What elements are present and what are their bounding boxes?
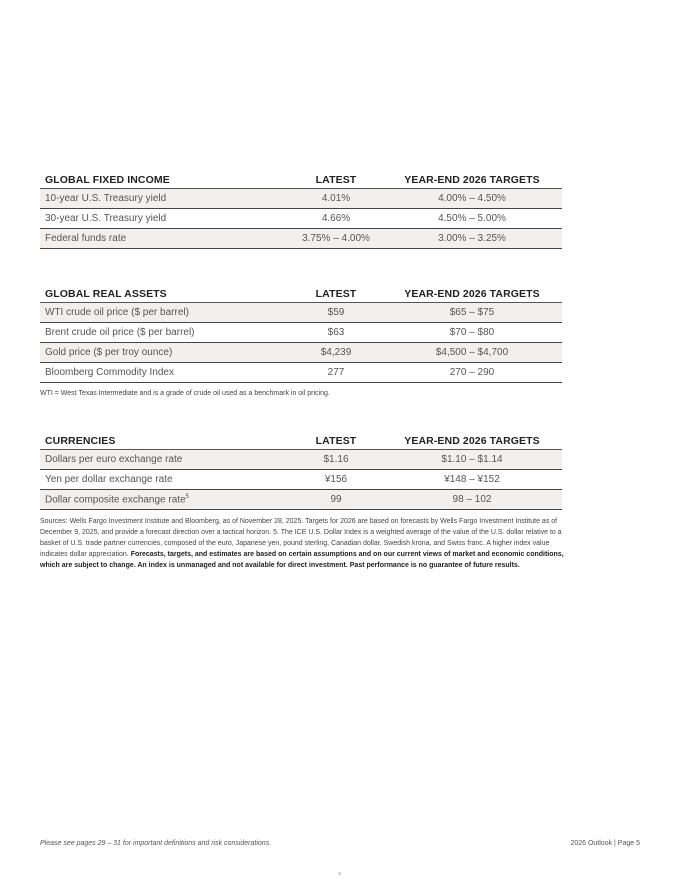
latest-value: 277 — [290, 363, 382, 383]
target-value: $4,500 – $4,700 — [382, 343, 562, 363]
footnote-mark: 5 — [185, 493, 189, 500]
table-row — [40, 189, 562, 209]
sources-text: Sources: Wells Fargo Investment Institute and Bloomberg, as of November 28, 2025. Targets for 2026 are based on forecasts by Wells Fargo Investment Institute as of December 9, 2025, and provide a forecast direction over a tactical horizon. 5. The ICE U.S. Dollar Index is a weighted average of the value of the U.S. dollar relative to a basket of U.S. trade partner currencies, composed of the euro, Japanese yen, pound sterling, Canadian dollar, Swedish krona, and Swiss franc. A higher index value indicates dollar appreciation. — [40, 518, 562, 558]
latest-value: 4.01% — [290, 189, 382, 209]
column-header: YEAR-END 2026 TARGETS — [382, 427, 562, 450]
latest-value: $1.16 — [290, 450, 382, 470]
table-header — [40, 427, 562, 450]
table-row — [40, 470, 562, 490]
target-value: 270 – 290 — [382, 363, 562, 383]
column-header: LATEST — [290, 427, 382, 450]
column-header: GLOBAL FIXED INCOME — [40, 166, 290, 189]
row-label: Brent crude oil price ($ per barrel) — [40, 323, 290, 343]
latest-value: 99 — [290, 490, 382, 510]
row-label: Federal funds rate — [40, 229, 290, 249]
row-label-text: Dollar composite exchange rate — [45, 494, 186, 506]
target-value: $65 – $75 — [382, 303, 562, 323]
column-header: LATEST — [290, 280, 382, 303]
table-row — [40, 363, 562, 383]
table-row — [40, 343, 562, 363]
column-header: YEAR-END 2026 TARGETS — [382, 280, 562, 303]
column-header: GLOBAL REAL ASSETS — [40, 280, 290, 303]
row-label: Bloomberg Commodity Index — [40, 363, 290, 383]
target-value: 4.50% – 5.00% — [382, 209, 562, 229]
latest-value: $63 — [290, 323, 382, 343]
row-label: Gold price ($ per troy ounce) — [40, 343, 290, 363]
row-label: Dollars per euro exchange rate — [40, 450, 290, 470]
row-label: WTI crude oil price ($ per barrel) — [40, 303, 290, 323]
latest-value: 4.66% — [290, 209, 382, 229]
latest-value: 3.75% – 4.00% — [290, 229, 382, 249]
footer-page-info: 2026 Outlook | Page 5 — [570, 840, 640, 847]
latest-value: ¥156 — [290, 470, 382, 490]
currencies-table — [40, 427, 562, 510]
sources-disclaimer — [40, 516, 564, 571]
table-row — [40, 229, 562, 249]
table-row — [40, 303, 562, 323]
latest-value: $59 — [290, 303, 382, 323]
footer-disclaimer: Please see pages 29 – 31 for important definitions and risk considerations. — [40, 840, 272, 847]
target-value: 98 – 102 — [382, 490, 562, 510]
table-row — [40, 490, 562, 510]
table-header — [40, 280, 562, 303]
table-row — [40, 323, 562, 343]
target-value: ¥148 – ¥152 — [382, 470, 562, 490]
fixed-income-table — [40, 166, 562, 249]
row-label — [40, 490, 290, 510]
target-value: $1.10 – $1.14 — [382, 450, 562, 470]
row-label: Yen per dollar exchange rate — [40, 470, 290, 490]
target-value: 3.00% – 3.25% — [382, 229, 562, 249]
column-header: CURRENCIES — [40, 427, 290, 450]
table-row — [40, 450, 562, 470]
target-value: 4.00% – 4.50% — [382, 189, 562, 209]
target-value: $70 – $80 — [382, 323, 562, 343]
row-label: 10-year U.S. Treasury yield — [40, 189, 290, 209]
real-assets-table — [40, 280, 562, 397]
latest-value: $4,239 — [290, 343, 382, 363]
wti-note: WTI = West Texas Intermediate and is a grade of crude oil used as a benchmark in oil pricing. — [40, 390, 330, 397]
sources-bold-text: Forecasts, targets, and estimates are based on certain assumptions and on our current views of market and economic conditions, which are subject to change. An index is unmanaged and not available for direct investment. Past performance is no guarantee of future results. — [40, 551, 564, 569]
row-label: 30-year U.S. Treasury yield — [40, 209, 290, 229]
table-header — [40, 166, 562, 189]
column-header: YEAR-END 2026 TARGETS — [382, 166, 562, 189]
page-dot — [338, 872, 341, 875]
column-header: LATEST — [290, 166, 382, 189]
table-row — [40, 209, 562, 229]
